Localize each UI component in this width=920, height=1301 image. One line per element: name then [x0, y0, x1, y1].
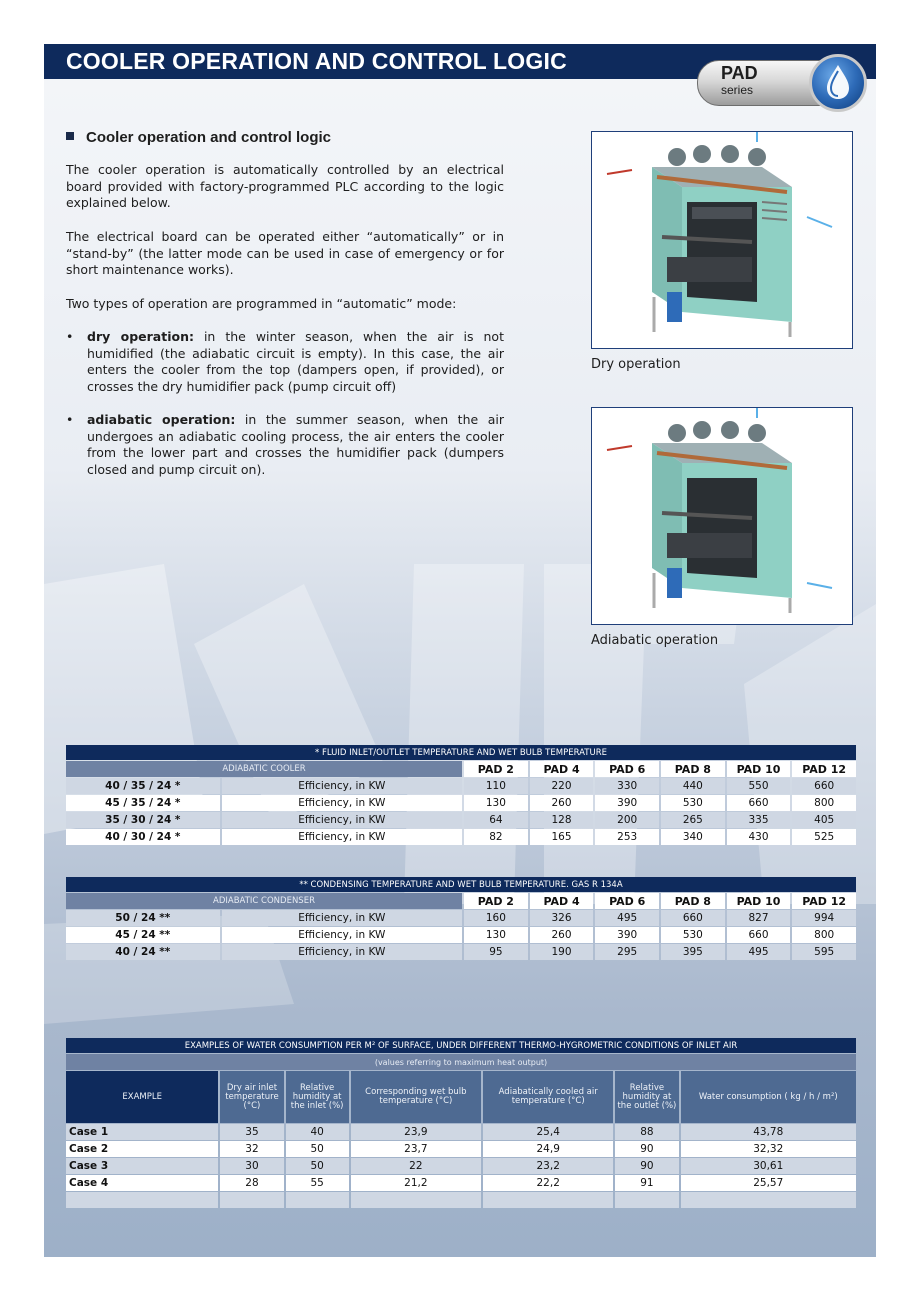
cell-value: 295 [595, 944, 659, 960]
cell-value: 90 [615, 1141, 678, 1157]
cell-value: 130 [464, 927, 528, 943]
table-row [66, 927, 856, 943]
table-row [66, 812, 856, 828]
figure-dry-operation [591, 131, 853, 349]
table-row [66, 1124, 856, 1140]
cell-value: 395 [661, 944, 725, 960]
cell-value: 440 [661, 778, 725, 794]
cell-value: 660 [661, 910, 725, 926]
table-adiabatic-condenser [64, 876, 858, 961]
table-subheader: ADIABATIC COOLER [66, 761, 462, 777]
table-title: ** CONDENSING TEMPERATURE AND WET BULB TEMPERATURE. GAS R 134A [66, 877, 856, 892]
column-header: PAD 12 [792, 893, 856, 909]
row-description: Efficiency, in KW [222, 778, 462, 794]
cell-value: 21,2 [351, 1175, 481, 1191]
cell-value: 530 [661, 927, 725, 943]
cell-value: 265 [661, 812, 725, 828]
cell-value: 25,57 [681, 1175, 856, 1191]
table-title: EXAMPLES OF WATER CONSUMPTION PER M² OF SURFACE, UNDER DIFFERENT THERMO-HYGROMETRIC CONDITIONS OF INLET AIR [66, 1038, 856, 1053]
cell-value: 23,2 [483, 1158, 613, 1174]
case-label: Case 4 [66, 1175, 218, 1191]
table-row [66, 944, 856, 960]
column-header: Dry air inlet temperature (°C) [220, 1071, 283, 1123]
column-header: Relative humidity at the outlet (%) [615, 1071, 678, 1123]
row-label: 45 / 24 ** [66, 927, 220, 943]
cell-value: 82 [464, 829, 528, 845]
table-row [66, 795, 856, 811]
cell-value: 95 [464, 944, 528, 960]
cell-value: 64 [464, 812, 528, 828]
cell-value: 22 [351, 1158, 481, 1174]
badge-title: PAD [721, 63, 758, 83]
column-header: PAD 6 [595, 761, 659, 777]
column-header: PAD 10 [727, 761, 791, 777]
cell-value: 28 [220, 1175, 283, 1191]
case-label: Case 3 [66, 1158, 218, 1174]
case-label: Case 1 [66, 1124, 218, 1140]
cell-value: 130 [464, 795, 528, 811]
cell-value: 88 [615, 1124, 678, 1140]
table-subheader: ADIABATIC CONDENSER [66, 893, 462, 909]
cell-value: 110 [464, 778, 528, 794]
table-row [66, 1158, 856, 1174]
cell-value: 800 [792, 927, 856, 943]
cell-value: 91 [615, 1175, 678, 1191]
cell-value: 994 [792, 910, 856, 926]
row-description: Efficiency, in KW [222, 927, 462, 943]
cell-value: 530 [661, 795, 725, 811]
column-header: PAD 12 [792, 761, 856, 777]
bullet-term: adiabatic operation: [87, 412, 236, 427]
table-row [66, 1175, 856, 1191]
caption-adiabatic-operation: Adiabatic operation [591, 633, 719, 648]
column-header: PAD 2 [464, 893, 528, 909]
cell-value: 190 [530, 944, 594, 960]
column-header: PAD 8 [661, 761, 725, 777]
cell-value: 660 [727, 927, 791, 943]
cell-value: 800 [792, 795, 856, 811]
row-description: Efficiency, in KW [222, 829, 462, 845]
table-subtitle: (values referring to maximum heat output) [66, 1054, 856, 1070]
badge-subtitle: series [721, 83, 754, 97]
table-row [66, 1141, 856, 1157]
column-header: PAD 8 [661, 893, 725, 909]
bullet-dot-icon: • [66, 412, 74, 427]
cell-value: 23,9 [351, 1124, 481, 1140]
row-label: 40 / 30 / 24 * [66, 829, 220, 845]
cell-value: 55 [286, 1175, 349, 1191]
cell-value: 660 [792, 778, 856, 794]
cell-value: 165 [530, 829, 594, 845]
cell-value: 260 [530, 795, 594, 811]
row-label: 50 / 24 ** [66, 910, 220, 926]
bullet-dot-icon: • [66, 329, 74, 344]
table-row [66, 910, 856, 926]
cell-value: 32 [220, 1141, 283, 1157]
row-label: 40 / 35 / 24 * [66, 778, 220, 794]
cell-value: 90 [615, 1158, 678, 1174]
water-drop-icon [809, 54, 867, 112]
row-description: Efficiency, in KW [222, 944, 462, 960]
table-title: * FLUID INLET/OUTLET TEMPERATURE AND WET BULB TEMPERATURE [66, 745, 856, 760]
page-title: COOLER OPERATION AND CONTROL LOGIC [66, 48, 567, 74]
bullet-term: dry operation: [87, 329, 194, 344]
cell-value: 405 [792, 812, 856, 828]
row-label: 45 / 35 / 24 * [66, 795, 220, 811]
cell-value: 128 [530, 812, 594, 828]
caption-dry-operation: Dry operation [591, 357, 681, 372]
figure-adiabatic-operation [591, 407, 853, 625]
row-description: Efficiency, in KW [222, 795, 462, 811]
column-header: Adiabatically cooled air temperature (°C) [483, 1071, 613, 1123]
column-header: EXAMPLE [66, 1071, 218, 1123]
section-heading [66, 129, 331, 146]
table-adiabatic-cooler [64, 744, 858, 846]
cell-value: 253 [595, 829, 659, 845]
cell-value: 525 [792, 829, 856, 845]
cell-value: 22,2 [483, 1175, 613, 1191]
table-row-empty [66, 1192, 856, 1208]
bullet-text: in the summer season, when the air undergoes an adiabatic cooling process, the air enters the cooler from the lower part and crosses the humidifier pack (dumpers closed and pump circuit on). [87, 412, 504, 477]
table-row [66, 829, 856, 845]
cell-value: 595 [792, 944, 856, 960]
square-bullet-icon [66, 132, 74, 140]
cell-value: 495 [595, 910, 659, 926]
column-header: PAD 4 [530, 761, 594, 777]
bullet-text: in the winter season, when the air is not humidified (the adiabatic circuit is empty). In this case, the air enters the cooler from the top (dampers open, if provided), or crosses the dry humidifier pack (pump circuit off) [87, 329, 504, 394]
column-header: PAD 2 [464, 761, 528, 777]
cell-value: 23,7 [351, 1141, 481, 1157]
cell-value: 30,61 [681, 1158, 856, 1174]
cell-value: 25,4 [483, 1124, 613, 1140]
cell-value: 32,32 [681, 1141, 856, 1157]
cell-value: 390 [595, 927, 659, 943]
column-header: Water consumption ( kg / h / m²) [681, 1071, 856, 1123]
cell-value: 50 [286, 1141, 349, 1157]
column-header: PAD 4 [530, 893, 594, 909]
cooler-illustration [592, 408, 851, 623]
case-label: Case 2 [66, 1141, 218, 1157]
table-water-consumption [64, 1037, 858, 1209]
row-description: Efficiency, in KW [222, 812, 462, 828]
cell-value: 335 [727, 812, 791, 828]
cell-value: 660 [727, 795, 791, 811]
cell-value: 330 [595, 778, 659, 794]
cooler-illustration [592, 132, 851, 347]
cell-value: 326 [530, 910, 594, 926]
cell-value: 50 [286, 1158, 349, 1174]
row-label: 40 / 24 ** [66, 944, 220, 960]
row-description: Efficiency, in KW [222, 910, 462, 926]
cell-value: 827 [727, 910, 791, 926]
cell-value: 35 [220, 1124, 283, 1140]
column-header: Corresponding wet bulb temperature (°C) [351, 1071, 481, 1123]
paragraph-board-modes: The electrical board can be operated either “automatically” or in “stand-by” (the latter mode can be used in case of emergency or for short maintenance works). [66, 229, 504, 277]
cell-value: 160 [464, 910, 528, 926]
cell-value: 550 [727, 778, 791, 794]
cell-value: 24,9 [483, 1141, 613, 1157]
table-row [66, 778, 856, 794]
paragraph-intro: The cooler operation is automatically controlled by an electrical board provided with factory-programmed PLC according to the logic explained below. [66, 162, 504, 210]
column-header: Relative humidity at the inlet (%) [286, 1071, 349, 1123]
cell-value: 220 [530, 778, 594, 794]
cell-value: 430 [727, 829, 791, 845]
cell-value: 495 [727, 944, 791, 960]
cell-value: 340 [661, 829, 725, 845]
cell-value: 200 [595, 812, 659, 828]
cell-value: 390 [595, 795, 659, 811]
cell-value: 43,78 [681, 1124, 856, 1140]
row-label: 35 / 30 / 24 * [66, 812, 220, 828]
pad-series-badge [697, 54, 872, 112]
cell-value: 260 [530, 927, 594, 943]
column-header: PAD 10 [727, 893, 791, 909]
section-heading-text: Cooler operation and control logic [86, 129, 332, 146]
paragraph-automatic: Two types of operation are programmed in “automatic” mode: [66, 296, 457, 311]
cell-value: 40 [286, 1124, 349, 1140]
column-header: PAD 6 [595, 893, 659, 909]
cell-value: 30 [220, 1158, 283, 1174]
